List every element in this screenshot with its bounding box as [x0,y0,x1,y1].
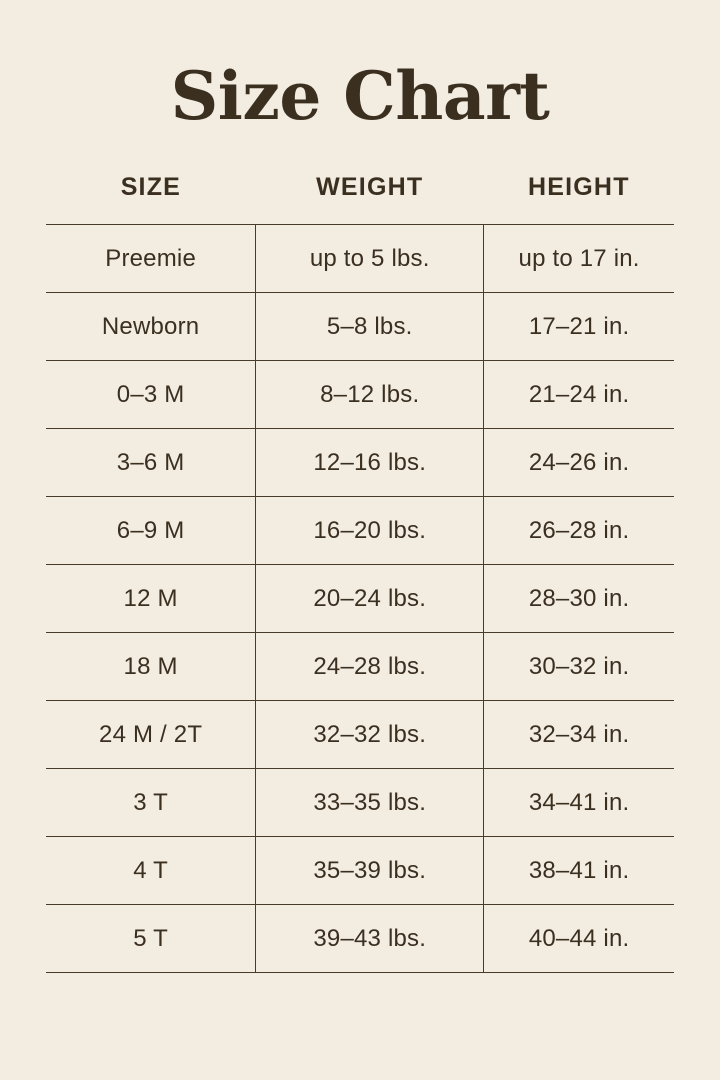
cell-weight: 20–24 lbs. [256,565,484,633]
cell-height: 34–41 in. [484,769,674,837]
size-chart-table [46,173,674,973]
cell-size: 4 T [46,837,256,905]
cell-height: 30–32 in. [484,633,674,701]
cell-size: 0–3 M [46,361,256,429]
table-row [46,497,674,565]
cell-size: 24 M / 2T [46,701,256,769]
table-row [46,429,674,497]
cell-size: 3 T [46,769,256,837]
column-header-height: HEIGHT [528,173,630,202]
cell-weight: 8–12 lbs. [256,361,484,429]
table-row [46,225,674,293]
table-row [46,837,674,905]
table-row [46,633,674,701]
cell-size: 6–9 M [46,497,256,565]
cell-height: 26–28 in. [484,497,674,565]
cell-size: Preemie [46,225,256,293]
cell-weight: up to 5 lbs. [256,225,484,293]
cell-weight: 16–20 lbs. [256,497,484,565]
cell-size: 3–6 M [46,429,256,497]
table-row [46,769,674,837]
cell-weight: 33–35 lbs. [256,769,484,837]
cell-weight: 32–32 lbs. [256,701,484,769]
page-title: Size Chart [170,57,550,135]
cell-height: 38–41 in. [484,837,674,905]
cell-weight: 12–16 lbs. [256,429,484,497]
cell-height: 40–44 in. [484,905,674,973]
cell-weight: 24–28 lbs. [256,633,484,701]
column-header-weight: WEIGHT [316,173,424,202]
cell-size: 18 M [46,633,256,701]
cell-weight: 5–8 lbs. [256,293,484,361]
table-row [46,905,674,973]
table-row [46,565,674,633]
table-row [46,361,674,429]
table-row [46,293,674,361]
table-row [46,701,674,769]
cell-height: 28–30 in. [484,565,674,633]
cell-size: 5 T [46,905,256,973]
table-header [46,173,674,225]
size-chart-container [46,131,674,973]
cell-weight: 39–43 lbs. [256,905,484,973]
cell-height: 32–34 in. [484,701,674,769]
table-header-row [46,173,674,225]
cell-height: 21–24 in. [484,361,674,429]
table-body [46,225,674,973]
cell-size: Newborn [46,293,256,361]
cell-size: 12 M [46,565,256,633]
cell-height: 17–21 in. [484,293,674,361]
cell-height: up to 17 in. [484,225,674,293]
column-header-size: SIZE [120,173,182,202]
cell-height: 24–26 in. [484,429,674,497]
cell-weight: 35–39 lbs. [256,837,484,905]
